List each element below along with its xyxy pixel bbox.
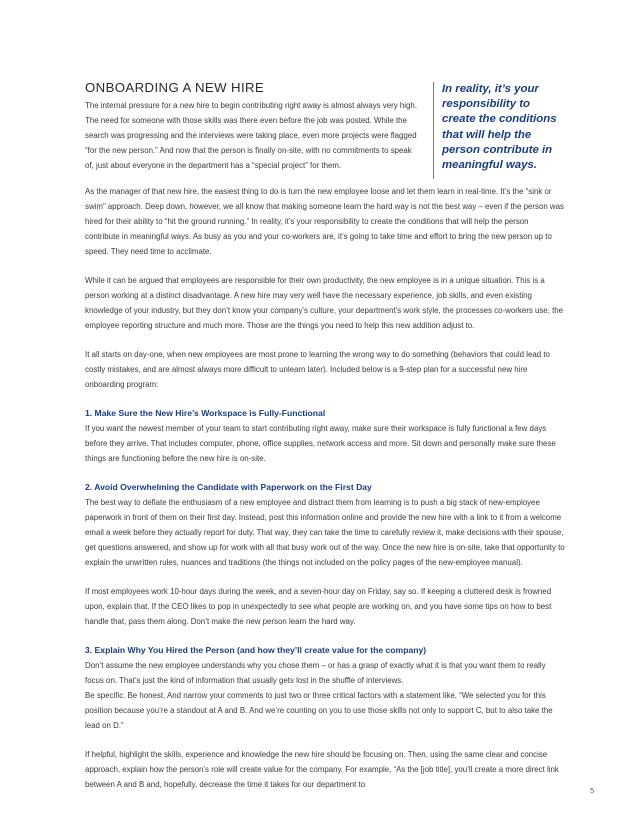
- step-3-heading: 3. Explain Why You Hired the Person (and how they’ll create value for the company): [85, 645, 427, 655]
- body-text: [85, 184, 565, 806]
- step-1-text: If you want the newest member of your team to start contributing right away, make sure their workspace is fully functional a few days before they arrive. That includes computer, phone, office supplies, network access and more. Sit down and personally make sure these things are functioning before the new hire is on-site.: [85, 424, 556, 463]
- step-3-text-a: Don’t assume the new employee understands why you chose them – or has a grasp of exactly what it is that you want them to really focus on. That’s just the kind of information that usually gets lost in the shuffle of interviews.: [85, 661, 546, 685]
- pull-quote: [433, 82, 564, 179]
- step-3-text-c: If helpful, highlight the skills, experience and knowledge the new hire should be focusing on. Then, using the same clear and concise approach, explain how the person’s role will create value for the company. For example, “As the [job title], you’ll create a more direct link between A and B and, hopefully, decrease the time it takes for our department to: [85, 750, 559, 789]
- step-2-heading: 2. Avoid Overwhelming the Candidate with Paperwork on the First Day: [85, 482, 372, 492]
- step-2-text-continued: If most employees work 10-hour days during the week, and a seven-hour day on Friday, say so. If keeping a cluttered desk is frowned upon, explain that. If the CEO likes to pop in unexpectedly to see what people are working on, and you have some tips on how to best handle that, pass them along. Don’t make the new person learn the hard way.: [85, 587, 552, 626]
- step-3-text-b: Be specific. Be honest. And narrow your comments to just two or three critical factors with a statement like, “We selected you for this position because you’re a standout at A and B. And we’re counting on you to use those skills not only to support C, but to also take the lead on D.”: [85, 691, 553, 730]
- intro-paragraph: The internal pressure for a new hire to begin contributing right away is almost always very high. The need for someone with those skills was there even before the job was posted. While the search was progressing and the interviews were taking place, even more projects were flagged “for the new person.” And now that the person is finally on-site, with no commitments to speak of, just about everyone in the department has a “special project” for them.: [85, 101, 418, 170]
- step-1-heading: 1. Make Sure the New Hire’s Workspace is Fully-Functional: [85, 408, 326, 418]
- step-2-text: The best way to deflate the enthusiasm of a new employee and distract them from learning is to push a big stack of new-employee paperwork in front of them on their first day. Instead, post this information online and provide the new hire with a link to it from a welcome email a week before they actually report for duty. That way, they can take the time to carefully review it, make decisions with their spouse, get questions answered, and show up for work with all that busy work out of the way. Once the new hire is on-site, take that opportunity to explain the unwritten rules, nuances and traditions (the things not included on the policy pages of the new-employee manual).: [85, 498, 565, 567]
- paragraph-1: As the manager of that new hire, the easiest thing to do is turn the new employee loose and let them learn in real-time. It’s the “sink or swim” approach. Deep down, however, we all know that making someone learn the hard way is not the best way – even if the person was hired for their ability to “hit the ground running.” In reality, it’s your responsibility to create the conditions that will help the person contribute in meaningful ways. As busy as you and your co-workers are, it’s going to take time and effort to bring the new person up to speed. They need time to acclimate.: [85, 187, 564, 256]
- page-number: 5: [590, 786, 595, 795]
- paragraph-3: It all starts on day-one, when new employees are most prone to learning the wrong way to do something (behaviors that could lead to costly mistakes, and are almost always more difficult to unlearn later). Included below is a 9-step plan for a successful new hire onboarding program:: [85, 350, 550, 389]
- paragraph-2: While it can be argued that employees are responsible for their own productivity, the new employee is in a unique situation. This is a person working at a distinct disadvantage. A new hire may very well have the necessary experience, job skills, and even existing knowledge of your industry, but they don’t know your company’s culture, your department’s work style, the processes co-workers use, the employee reporting structure and much more. Those are the things you need to help this new addition adjust to.: [85, 276, 564, 330]
- pull-quote-text: In reality, it’s your responsibility to create the conditions that will help the person contribute in meaningful ways.: [442, 83, 557, 172]
- section-title: ONBOARDING A NEW HIRE: [85, 80, 265, 95]
